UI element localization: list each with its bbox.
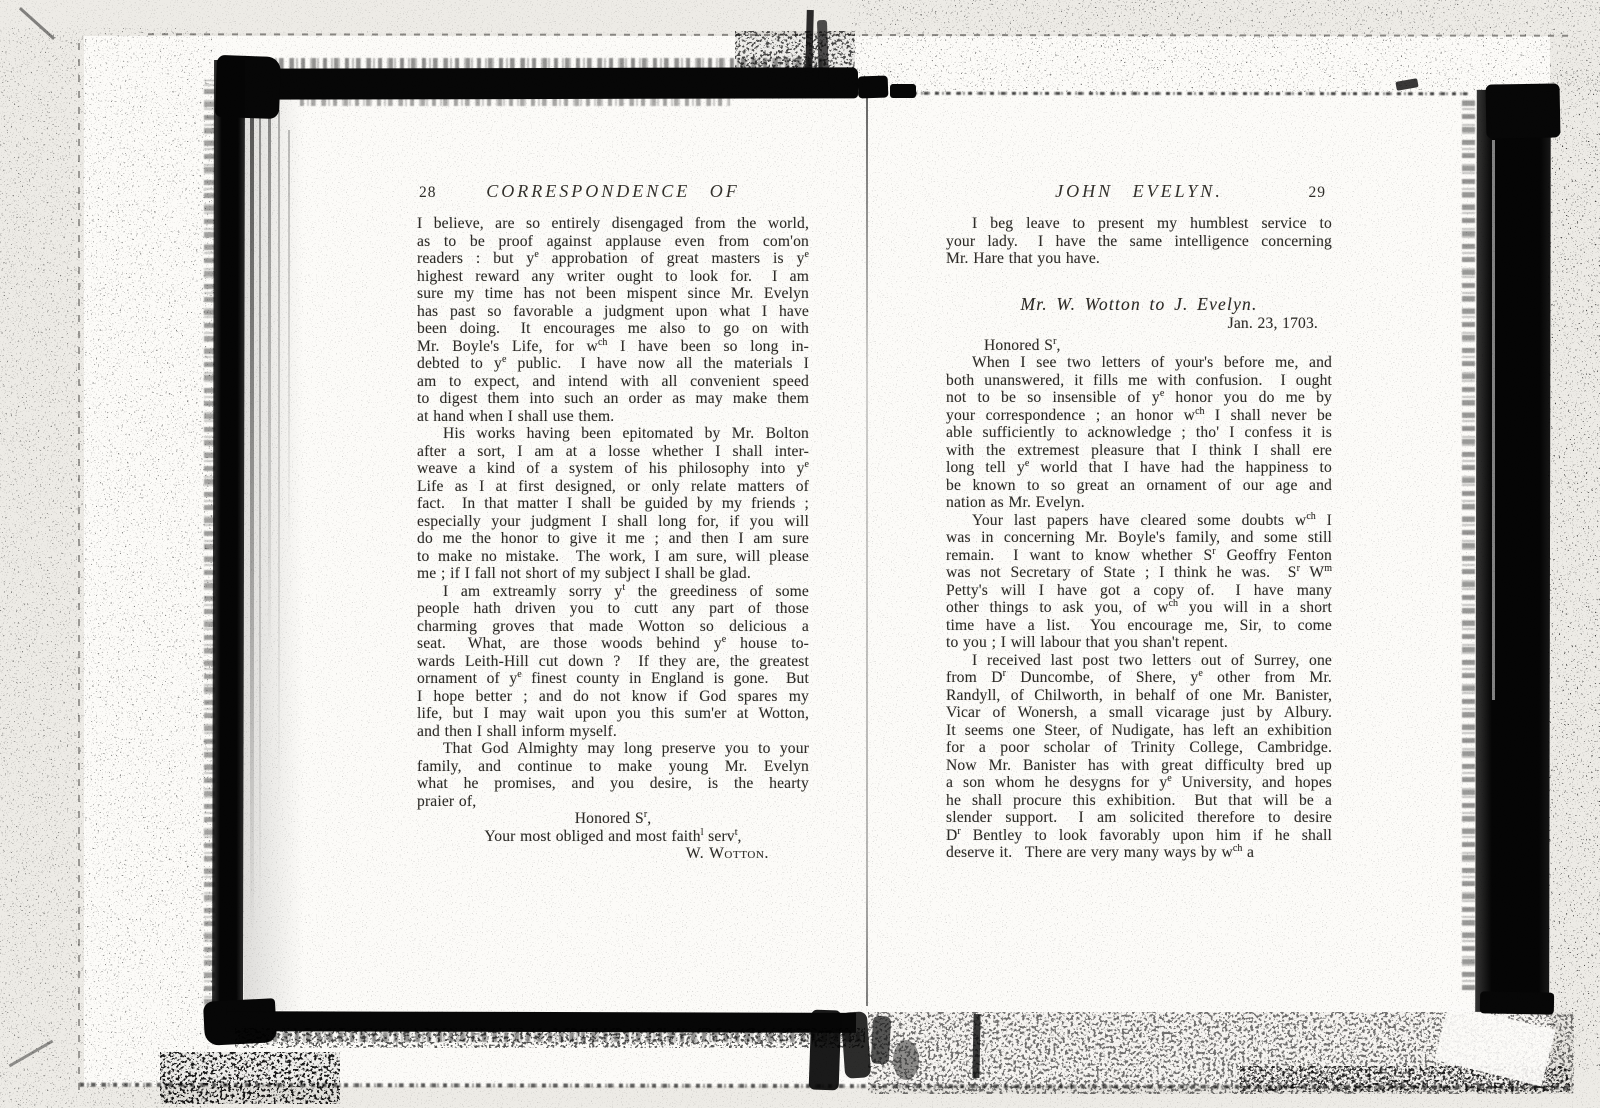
right-page-text	[946, 215, 1332, 862]
right-page-header	[946, 181, 1332, 215]
spine-top-mark	[817, 20, 829, 82]
text-line: he shall procure this exhibition. But that will be a	[946, 791, 1332, 809]
book-edge-fringe	[1462, 100, 1475, 990]
text-line: your correspondence ; an honor $w^{ch}$ I shall never be	[946, 405, 1332, 424]
right-page-number: 29	[1308, 184, 1326, 201]
text-line: Randyll, of Chilworth, in behalf of one Mr. Banister,	[946, 686, 1332, 704]
letter-date	[946, 315, 1332, 333]
text-line: has past so favorable a judgment upon what I have	[417, 302, 809, 320]
text-line: I hope better ; and do not know if God spares my	[417, 687, 809, 705]
text-line: Life as I at first designed, or only relate matters of	[417, 477, 809, 495]
text-line: your lady. I have the same intelligence concerning	[946, 232, 1332, 250]
text-line: Honored $S^r$,	[984, 335, 1061, 354]
salutation	[946, 337, 1332, 355]
paragraph	[946, 215, 1332, 268]
text-line: was in concerning Mr. Boyle's family, and some still	[946, 529, 1332, 546]
left-page-header	[417, 181, 809, 215]
paragraph	[417, 425, 809, 583]
text-line: wards Leith-Hill cut down ? If they are, the greatest	[417, 652, 809, 670]
text-line: Now Mr. Banister has with great difficulty bred up	[946, 756, 1332, 774]
book-edge-left-band	[212, 60, 245, 1038]
text-line: slender support. I am solicited therefore to desire	[946, 809, 1332, 826]
left-running-header: CORRESPONDENCE OF	[486, 181, 740, 201]
paragraph	[946, 354, 1332, 512]
text-line: to digest them into such an order as may make them	[417, 390, 809, 407]
text-line: a son whom he desygns for $y^e$ University, and hopes	[946, 773, 1332, 791]
spine-bottom-mark	[871, 1016, 891, 1065]
text-line: His works having been epitomated by Mr. Bolton	[443, 425, 809, 442]
left-page-number: 28	[419, 184, 437, 201]
page-curl-streak	[278, 110, 280, 810]
text-line: seat. What, are those woods behind $y^e$ house to-	[417, 634, 810, 652]
text-line: long tell $y^e$ world that I have had the happiness to	[946, 458, 1332, 476]
book-edge-corner-blob	[1486, 83, 1561, 138]
text-line: fact. In that matter I shall be guided by my friends ;	[417, 495, 809, 512]
spine-bottom-mark	[809, 1010, 842, 1091]
book-edge-right-band	[1475, 90, 1551, 1012]
spine-top-mark	[858, 75, 889, 98]
text-line: It seems one Steer, of Nudigate, has left an exhibition	[946, 721, 1332, 739]
text-line: sure my time has not been mispent since Mr. Evelyn	[417, 285, 809, 302]
text-line: other things to ask you, of $w^{ch}$ you will in a short	[946, 598, 1332, 616]
paragraph	[946, 652, 1332, 862]
paragraph	[417, 215, 809, 425]
text-line: nation as Mr. Evelyn.	[946, 494, 1085, 511]
text-line: I received last post two letters out of Surrey, one	[972, 651, 1332, 669]
text-line: Vicar of Wonersh, a small vicarage just by Albury.	[946, 704, 1332, 721]
text-line: Your most obliged and most faith$^l$ serv$^t$,	[484, 826, 742, 845]
text-line: $D^r$ Bentley to look favorably upon him if he shall	[946, 825, 1332, 844]
text-line: When I see two letters of your's before me, and	[972, 354, 1332, 371]
page-curl-streak	[250, 80, 254, 940]
spine-top-mark	[890, 84, 916, 98]
text-line: after a sort, I am at a losse whether I shall inter-	[417, 442, 809, 460]
text-line: from $D^r$ Duncombe, of Shere, $y^e$ other from Mr.	[946, 668, 1332, 686]
corner-scratch	[19, 7, 55, 40]
text-line: I am extreamly sorry $y^t$ the greediness of some	[443, 581, 809, 600]
paragraph	[417, 583, 809, 741]
text-line: family, and continue to make young Mr. Evelyn	[417, 757, 809, 775]
text-line: charming groves that made Wotton so delicious a	[417, 617, 809, 635]
text-line: with the extremest pleasure that I think I shall ere	[946, 441, 1332, 459]
text-line: Mr. Boyle's Life, for $w^{ch}$ I have been so long in-	[417, 336, 809, 355]
page-curl-streak	[259, 90, 261, 920]
text-line: and then I shall inform myself.	[417, 722, 617, 740]
text-line: to you ; I will labour that you shan't repent.	[946, 634, 1228, 651]
paragraph	[417, 740, 809, 810]
text-line: was not Secretary of State ; I think he was. $S^r$ $W^m$	[946, 563, 1332, 581]
text-line: people hath driven you to cutt any part of those	[417, 600, 809, 617]
text-line: be known to so great an ornament of our age and	[946, 476, 1332, 494]
corner-scratch	[9, 1040, 54, 1068]
text-line: remain. I want to know whether $S^r$ Geoffry Fenton	[946, 545, 1332, 564]
text-line: weave a kind of a system of his philosophy into $y^e$	[417, 459, 809, 477]
text-line: time have a list. You encourage me, Sir, to come	[946, 616, 1332, 634]
book-edge-top-band	[225, 67, 858, 99]
page-curl-streak	[268, 100, 271, 660]
text-line: at hand when I shall use them.	[417, 407, 615, 425]
text-line: me ; if I fall not short of my subject I shall be glad.	[417, 565, 751, 582]
book-edge-corner-blob	[1480, 991, 1554, 1014]
letter-closing	[417, 810, 809, 828]
text-line: That God Almighty may long preserve you to your	[443, 740, 809, 757]
spine-bottom-mark	[841, 1011, 872, 1079]
paragraph	[946, 512, 1332, 652]
scan-edge-line-left	[78, 36, 80, 1090]
text-line: am to expect, and intend with all convenient speed	[417, 372, 809, 390]
right-page	[946, 181, 1332, 862]
page-curl-streak	[288, 130, 290, 560]
left-page-text	[417, 215, 809, 863]
text-line: Jan. 23, 1703.	[1227, 315, 1318, 332]
spine-bottom-mark	[893, 1040, 919, 1080]
text-line: Mr. Hare that you have.	[946, 250, 1100, 267]
text-line: I believe, are so entirely disengaged from the world,	[417, 215, 809, 232]
text-line: especially your judgment I shall long for, if you will	[417, 512, 809, 530]
text-line: not to be so insensible of $y^e$ honor you do me by	[946, 388, 1332, 406]
left-page	[417, 181, 809, 863]
band-highlight-streak	[1492, 140, 1495, 700]
text-line: for a poor scholar of Trinity College, Cambridge.	[946, 739, 1332, 756]
scan-noise-layer	[1548, 70, 1600, 1070]
text-line: readers : but $y^e$ approbation of great masters is $y^e$	[417, 249, 809, 267]
book-edge-bottom-band	[226, 1011, 856, 1033]
text-line: W. Wotton.	[685, 845, 769, 862]
text-line: both unanswered, it fills me with confusion. I ought	[946, 371, 1332, 389]
text-line: Mr. W. Wotton to J. Evelyn.	[1020, 293, 1258, 314]
letter-heading	[946, 293, 1332, 314]
gutter-fold-line	[866, 96, 868, 1006]
text-line: Honored $S^r$,	[574, 809, 652, 827]
text-line: do me the honor to give it me ; and then I am sure	[417, 530, 809, 547]
text-line: debted to $y^e$ public. I have now all the materials I	[417, 354, 810, 372]
text-line: deserve it. There are very many ways by $w^{ch}$ a	[946, 843, 1255, 861]
signature	[417, 845, 809, 863]
text-line: been doing. It encourages me also to go on with	[417, 320, 809, 337]
letter-closing	[417, 828, 809, 846]
text-line: Petty's will I have got a copy of. I have many	[946, 581, 1332, 599]
right-running-header: JOHN EVELYN.	[1055, 181, 1223, 201]
text-line: Your last papers have cleared some doubts $w^{ch}$ I	[972, 510, 1332, 529]
page-top-edge-line	[858, 92, 1468, 96]
text-line: praier of,	[417, 792, 477, 810]
text-line: to make no mistake. The work, I am sure, will please	[417, 547, 809, 565]
text-line: highest reward any writer ought to look for. I am	[417, 267, 809, 285]
book-edge-fringe	[240, 1032, 860, 1042]
text-line: as to be proof against applause even from com'on	[417, 232, 809, 250]
text-line: able sufficiently to acknowledge ; tho' I confess it is	[946, 424, 1332, 441]
page-edge-mark	[972, 1014, 980, 1078]
text-line: what he promises, and you desire, is the hearty	[417, 775, 809, 792]
text-line: life, but I may wait upon you this sum'er at Wotton,	[417, 705, 809, 722]
text-line: I beg leave to present my humblest service to	[972, 215, 1332, 232]
text-line: ornament of $y^e$ finest county in England is gone. But	[417, 669, 809, 687]
